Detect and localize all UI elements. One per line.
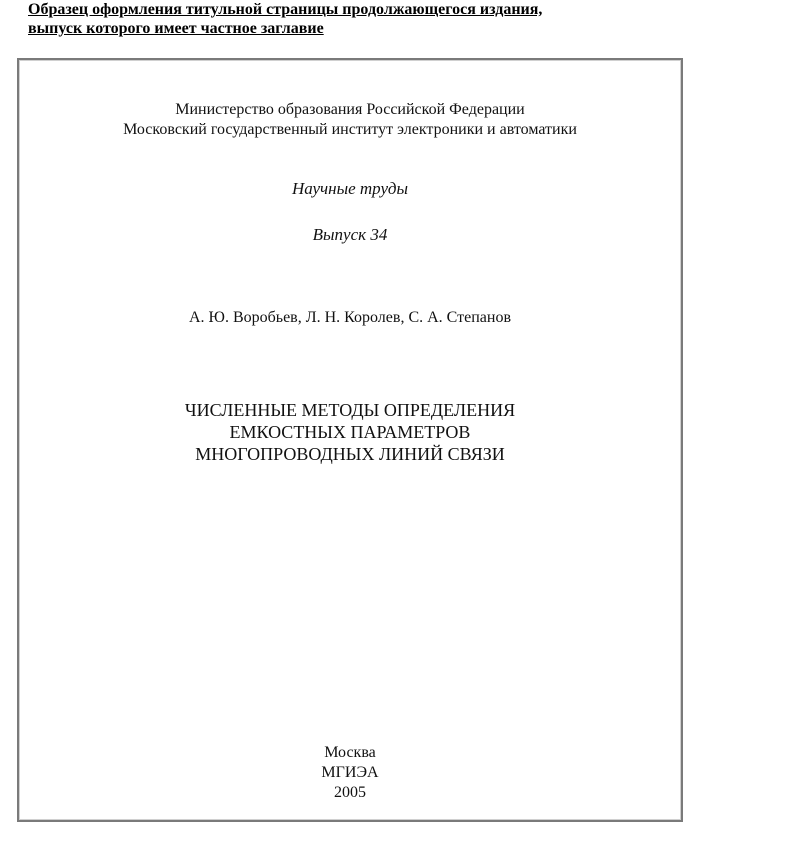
imprint	[19, 743, 681, 803]
sample-heading-line-2: выпуск которого имеет частное заглавие	[28, 20, 324, 37]
book-title	[19, 399, 681, 465]
ministry-name: Министерство образования Российской Федерации	[175, 101, 525, 118]
organization-block	[19, 100, 681, 140]
sample-heading	[28, 0, 668, 38]
book-title-line-1: ЧИСЛЕННЫЕ МЕТОДЫ ОПРЕДЕЛЕНИЯ	[184, 400, 516, 420]
institute-name: Московский государственный институт электроники и автоматики	[123, 121, 577, 138]
imprint-publisher: МГИЭА	[321, 764, 379, 781]
authors: А. Ю. Воробьев, Л. Н. Королев, С. А. Степанов	[188, 309, 512, 326]
sample-heading-line-1: Образец оформления титульной страницы продолжающегося издания,	[28, 1, 543, 18]
series-title: Научные труды	[291, 179, 409, 198]
issue-number: Выпуск 34	[312, 225, 388, 244]
imprint-city: Москва	[324, 744, 376, 761]
imprint-year: 2005	[334, 784, 366, 801]
title-page	[19, 60, 681, 820]
book-title-line-2: ЕМКОСТНЫХ ПАРАМЕТРОВ	[229, 422, 471, 442]
book-title-line-3: МНОГОПРОВОДНЫХ ЛИНИЙ СВЯЗИ	[195, 444, 505, 464]
title-page-frame	[17, 58, 683, 822]
